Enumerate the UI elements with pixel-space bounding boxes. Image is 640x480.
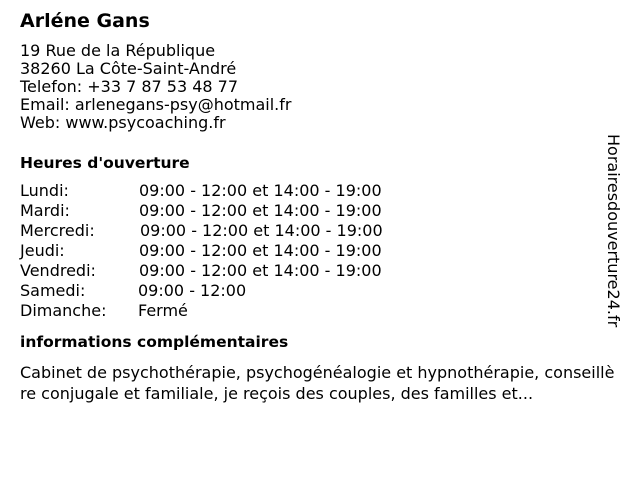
hours-table — [20, 181, 620, 321]
day-label: Mardi: — [20, 201, 70, 220]
hours-row-thursday — [20, 241, 620, 261]
address-line-2: 38260 La Côte-Saint-André — [20, 59, 237, 78]
info-description: Cabinet de psychothérapie, psychogénéalogie et hypnothérapie, conseillère conjugale et familiale, je reçois des couples, des familles et... — [20, 363, 615, 403]
hours-row-tuesday — [20, 201, 620, 221]
info-title: informations complémentaires — [20, 333, 289, 351]
email-line: Email: arlenegans-psy@hotmail.fr — [20, 95, 292, 114]
hours-row-saturday — [20, 281, 620, 301]
day-label: Lundi: — [20, 181, 69, 200]
watermark-text: Horairesdouverture24.fr — [604, 134, 623, 328]
hours-row-friday — [20, 261, 620, 281]
business-card — [20, 8, 623, 404]
day-label: Mercredi: — [20, 221, 95, 240]
day-hours: 09:00 - 12:00 — [138, 281, 247, 300]
hours-row-wednesday — [20, 221, 620, 241]
address-line-1: 19 Rue de la République — [20, 41, 216, 60]
day-hours: 09:00 - 12:00 et 14:00 - 19:00 — [140, 221, 383, 240]
day-hours: 09:00 - 12:00 et 14:00 - 19:00 — [139, 241, 382, 260]
business-name: Arléne Gans — [20, 10, 150, 32]
phone-line: Telefon: +33 7 87 53 48 77 — [20, 77, 239, 96]
contact-block — [20, 42, 620, 132]
hours-row-sunday — [20, 301, 620, 321]
day-label: Samedi: — [20, 281, 86, 300]
day-hours: 09:00 - 12:00 et 14:00 - 19:00 — [139, 261, 382, 280]
day-label: Dimanche: — [20, 301, 107, 320]
day-hours: Fermé — [138, 301, 188, 320]
hours-title: Heures d'ouverture — [20, 154, 190, 172]
day-label: Jeudi: — [20, 241, 65, 260]
day-label: Vendredi: — [20, 261, 96, 280]
hours-row-monday — [20, 181, 620, 201]
day-hours: 09:00 - 12:00 et 14:00 - 19:00 — [139, 201, 382, 220]
day-hours: 09:00 - 12:00 et 14:00 - 19:00 — [139, 181, 382, 200]
web-line: Web: www.psycoaching.fr — [20, 113, 226, 132]
